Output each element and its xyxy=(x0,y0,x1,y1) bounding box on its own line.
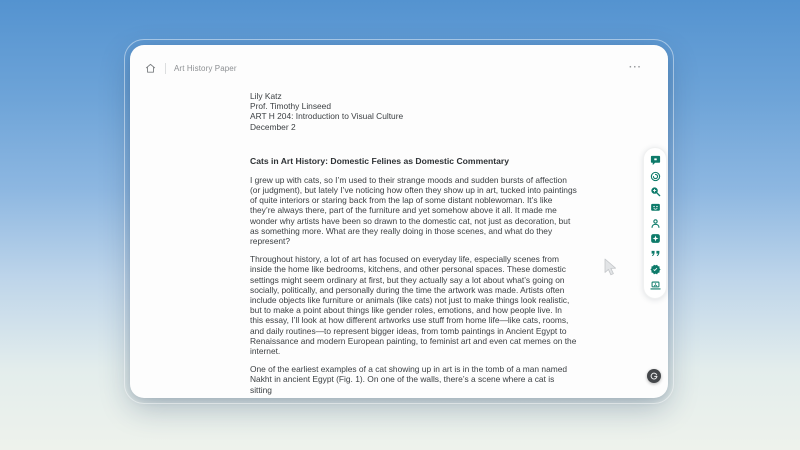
header-divider xyxy=(165,63,166,74)
document-page[interactable] xyxy=(250,91,577,396)
assistant-logo-icon xyxy=(649,371,659,381)
window-header xyxy=(130,45,668,91)
tutor-laptop-icon[interactable] xyxy=(650,280,661,291)
assistant-logo-button[interactable] xyxy=(647,369,661,383)
essay-paragraph: One of the earliest examples of a cat showing up in art is in the tomb of a man named Nakht in ancient Egypt (Fig. 1). On one of the walls, there’s a scene where a cat is sitting xyxy=(250,364,568,395)
course-name: ART H 204: Introduction to Visual Culture xyxy=(250,111,404,122)
essay-paragraph: Throughout history, a lot of art has focused on everyday life, especially scenes from inside the home like bedrooms, kitchens, and other personal spaces. These domestic settings might seem ordinary at first, but they actually say a lot about what’s going on socially, politically, and personally during the time the artwork was made. Artists often include objects like furniture or animals (like cats) not just to make things look realistic, but to make a point about things like gender roles, emotions, and how people live. In this essay, I’ll look at how different artworks use stuff from home life—like cats, rooms, and daily routines—to represent bigger ideas, from tomb paintings in Ancient Egypt to Renaissance and modern European painting, to feminist art and even cat memes on the internet. xyxy=(250,254,577,357)
home-icon[interactable] xyxy=(143,61,157,75)
paraphrase-icon[interactable] xyxy=(650,171,661,182)
professor-name: Prof. Timothy Linseed xyxy=(250,101,331,112)
more-options-icon[interactable]: ··· xyxy=(629,62,642,73)
suggestions-toolbar xyxy=(643,147,667,299)
ai-sparkle-icon[interactable] xyxy=(650,233,661,244)
ai-detector-icon[interactable] xyxy=(650,202,661,213)
author-name: Lily Katz xyxy=(250,91,282,101)
essay-title: Cats in Art History: Domestic Felines as Domestic Commentary xyxy=(250,155,509,166)
search-plus-icon[interactable] xyxy=(650,186,661,197)
document-title-breadcrumb: Art History Paper xyxy=(174,63,237,73)
citations-icon[interactable] xyxy=(650,249,661,260)
comment-icon[interactable] xyxy=(650,155,661,166)
badge-check-icon[interactable] xyxy=(650,264,661,275)
person-icon[interactable] xyxy=(650,218,661,229)
date-line: December 2 xyxy=(250,121,296,132)
essay-paragraph: I grew up with cats, so I’m used to their strange moods and sudden bursts of affection (or judgment), but lately I’ve noticing how often they show up in art, tucked into paintings of quite interiors or staring back from the lap of some distant noblewoman. It’s like they’re always there, part of the furniture and yet somehow above it all. It made me wonder why artists have been so drawn to the domestic cat, not just as decoration, but as something more. What are they really doing in those scenes, and what do they represent? xyxy=(250,174,577,247)
editor-window xyxy=(130,45,668,398)
